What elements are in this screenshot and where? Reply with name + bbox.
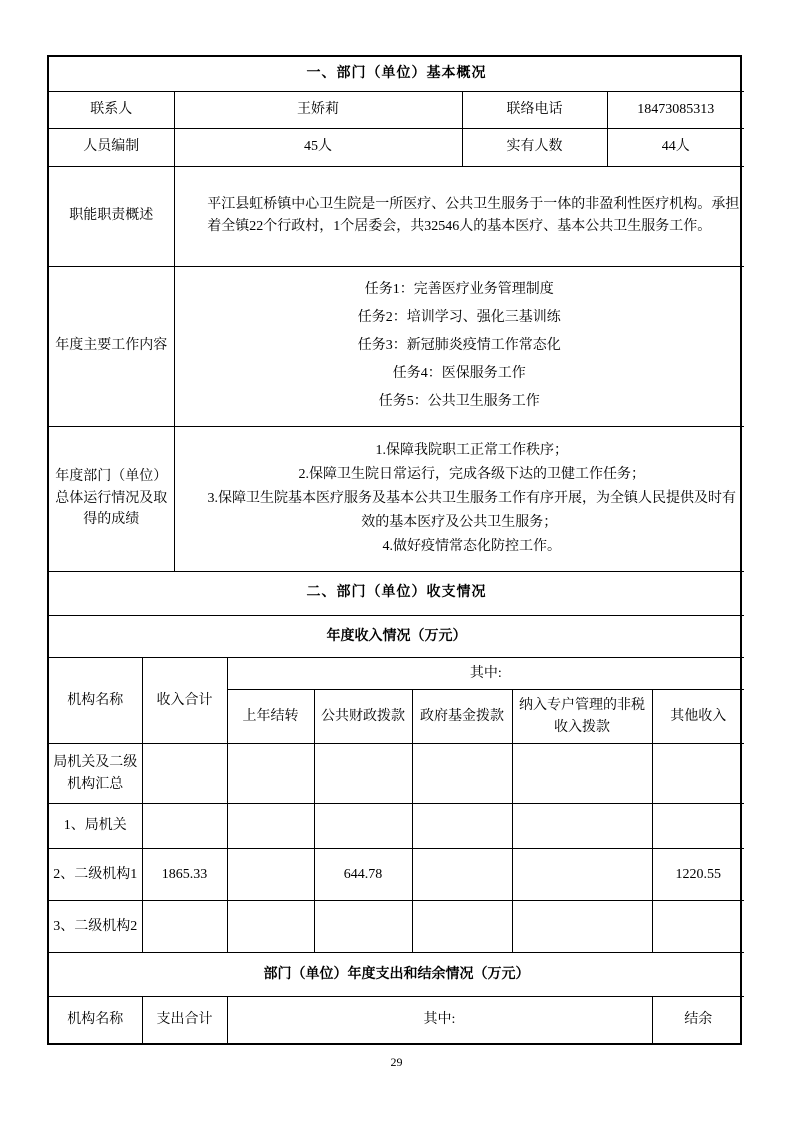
task-item: 任务5：公共卫生服务工作 [378,394,540,409]
income-cell [412,901,512,953]
table-row [49,849,744,901]
org-name: 2、二级机构1 [49,849,142,901]
subheader-public-finance: 公共财政拨款 [314,690,412,744]
subheader-other: 其他收入 [652,690,744,744]
income-title: 年度收入情况（万元） [49,616,744,658]
expense-total-header: 支出合计 [142,997,227,1043]
task-item: 任务4：医保服务工作 [392,366,526,381]
performance-list [174,426,744,571]
performance-label: 年度部门（单位）总体运行情况及取得的成绩 [49,426,174,571]
expense-title: 部门（单位）年度支出和结余情况（万元） [49,953,744,997]
income-total [142,744,227,804]
subheader-gov-fund: 政府基金拨款 [412,690,512,744]
performance-item: 2.保障卫生院日常运行，完成各级下达的卫健工作任务； [298,466,645,482]
income-cell [512,849,652,901]
table-row [49,744,744,804]
page-number: 29 [390,1055,403,1069]
staff-label: 人员编制 [49,128,174,166]
contact-value: 王娇莉 [174,91,462,128]
expense-among-header: 其中: [227,997,652,1043]
income-cell [412,849,512,901]
income-among-header: 其中: [227,658,744,690]
income-cell: 644.78 [314,849,412,901]
phone-value: 18473085313 [607,91,744,128]
expense-balance-header: 结余 [684,1011,713,1027]
staff-value: 45人 [174,128,462,166]
duty-text: 平江县虹桥镇中心卫生院是一所医疗、公共卫生服务于一体的非盈利性医疗机构。承担着全镇22个行政村，1个居委会，共32546人的基本医疗、基本公共卫生服务工作。 [174,166,744,266]
tasks-label: 年度主要工作内容 [49,266,174,426]
income-cell [227,804,314,849]
income-cell [652,901,744,953]
income-cell [412,744,512,804]
subheader-carryover: 上年结转 [227,690,314,744]
income-cell [314,901,412,953]
task-item: 任务2：培训学习、强化三基训练 [357,310,561,325]
report-table [47,55,742,1045]
income-cell [412,804,512,849]
income-cell [314,744,412,804]
income-cell [314,804,412,849]
actual-value: 44人 [607,128,744,166]
income-cell [652,744,744,804]
income-cell [227,901,314,953]
income-cell [512,901,652,953]
duty-label: 职能职责概述 [49,166,174,266]
task-item: 任务1：完善医疗业务管理制度 [364,282,554,297]
contact-label: 联系人 [49,91,174,128]
actual-label: 实有人数 [462,128,607,166]
income-total [142,804,227,849]
subheader-nontax: 纳入专户管理的非税收入拨款 [512,690,652,744]
section1-title: 一、部门（单位）基本概况 [49,57,744,91]
section1-table [49,57,744,572]
income-total-header: 收入合计 [142,658,227,744]
income-cell [227,744,314,804]
income-total: 1865.33 [142,849,227,901]
expense-org-header: 机构名称 [49,997,142,1043]
section2-table [49,572,744,1043]
performance-item: 3.保障卫生院基本医疗服务及基本公共卫生服务工作有序开展，为全镇人民提供及时有效的基本医疗及公共卫生服务； [207,490,736,530]
table-row [49,804,744,849]
income-cell: 1220.55 [652,849,744,901]
income-cell [512,804,652,849]
income-org-header: 机构名称 [49,658,142,744]
income-total [142,901,227,953]
org-name: 局机关及二级机构汇总 [49,744,142,804]
table-row [49,901,744,953]
performance-item: 4.做好疫情常态化防控工作。 [382,538,561,554]
phone-label: 联络电话 [462,91,607,128]
org-name: 1、局机关 [49,804,142,849]
org-name: 3、二级机构2 [49,901,142,953]
task-item: 任务3：新冠肺炎疫情工作常态化 [357,338,561,353]
tasks-list [174,266,744,426]
income-cell [512,744,652,804]
income-cell [227,849,314,901]
performance-item: 1.保障我院职工正常工作秩序； [375,442,568,458]
income-cell [652,804,744,849]
section2-title: 二、部门（单位）收支情况 [49,572,744,616]
